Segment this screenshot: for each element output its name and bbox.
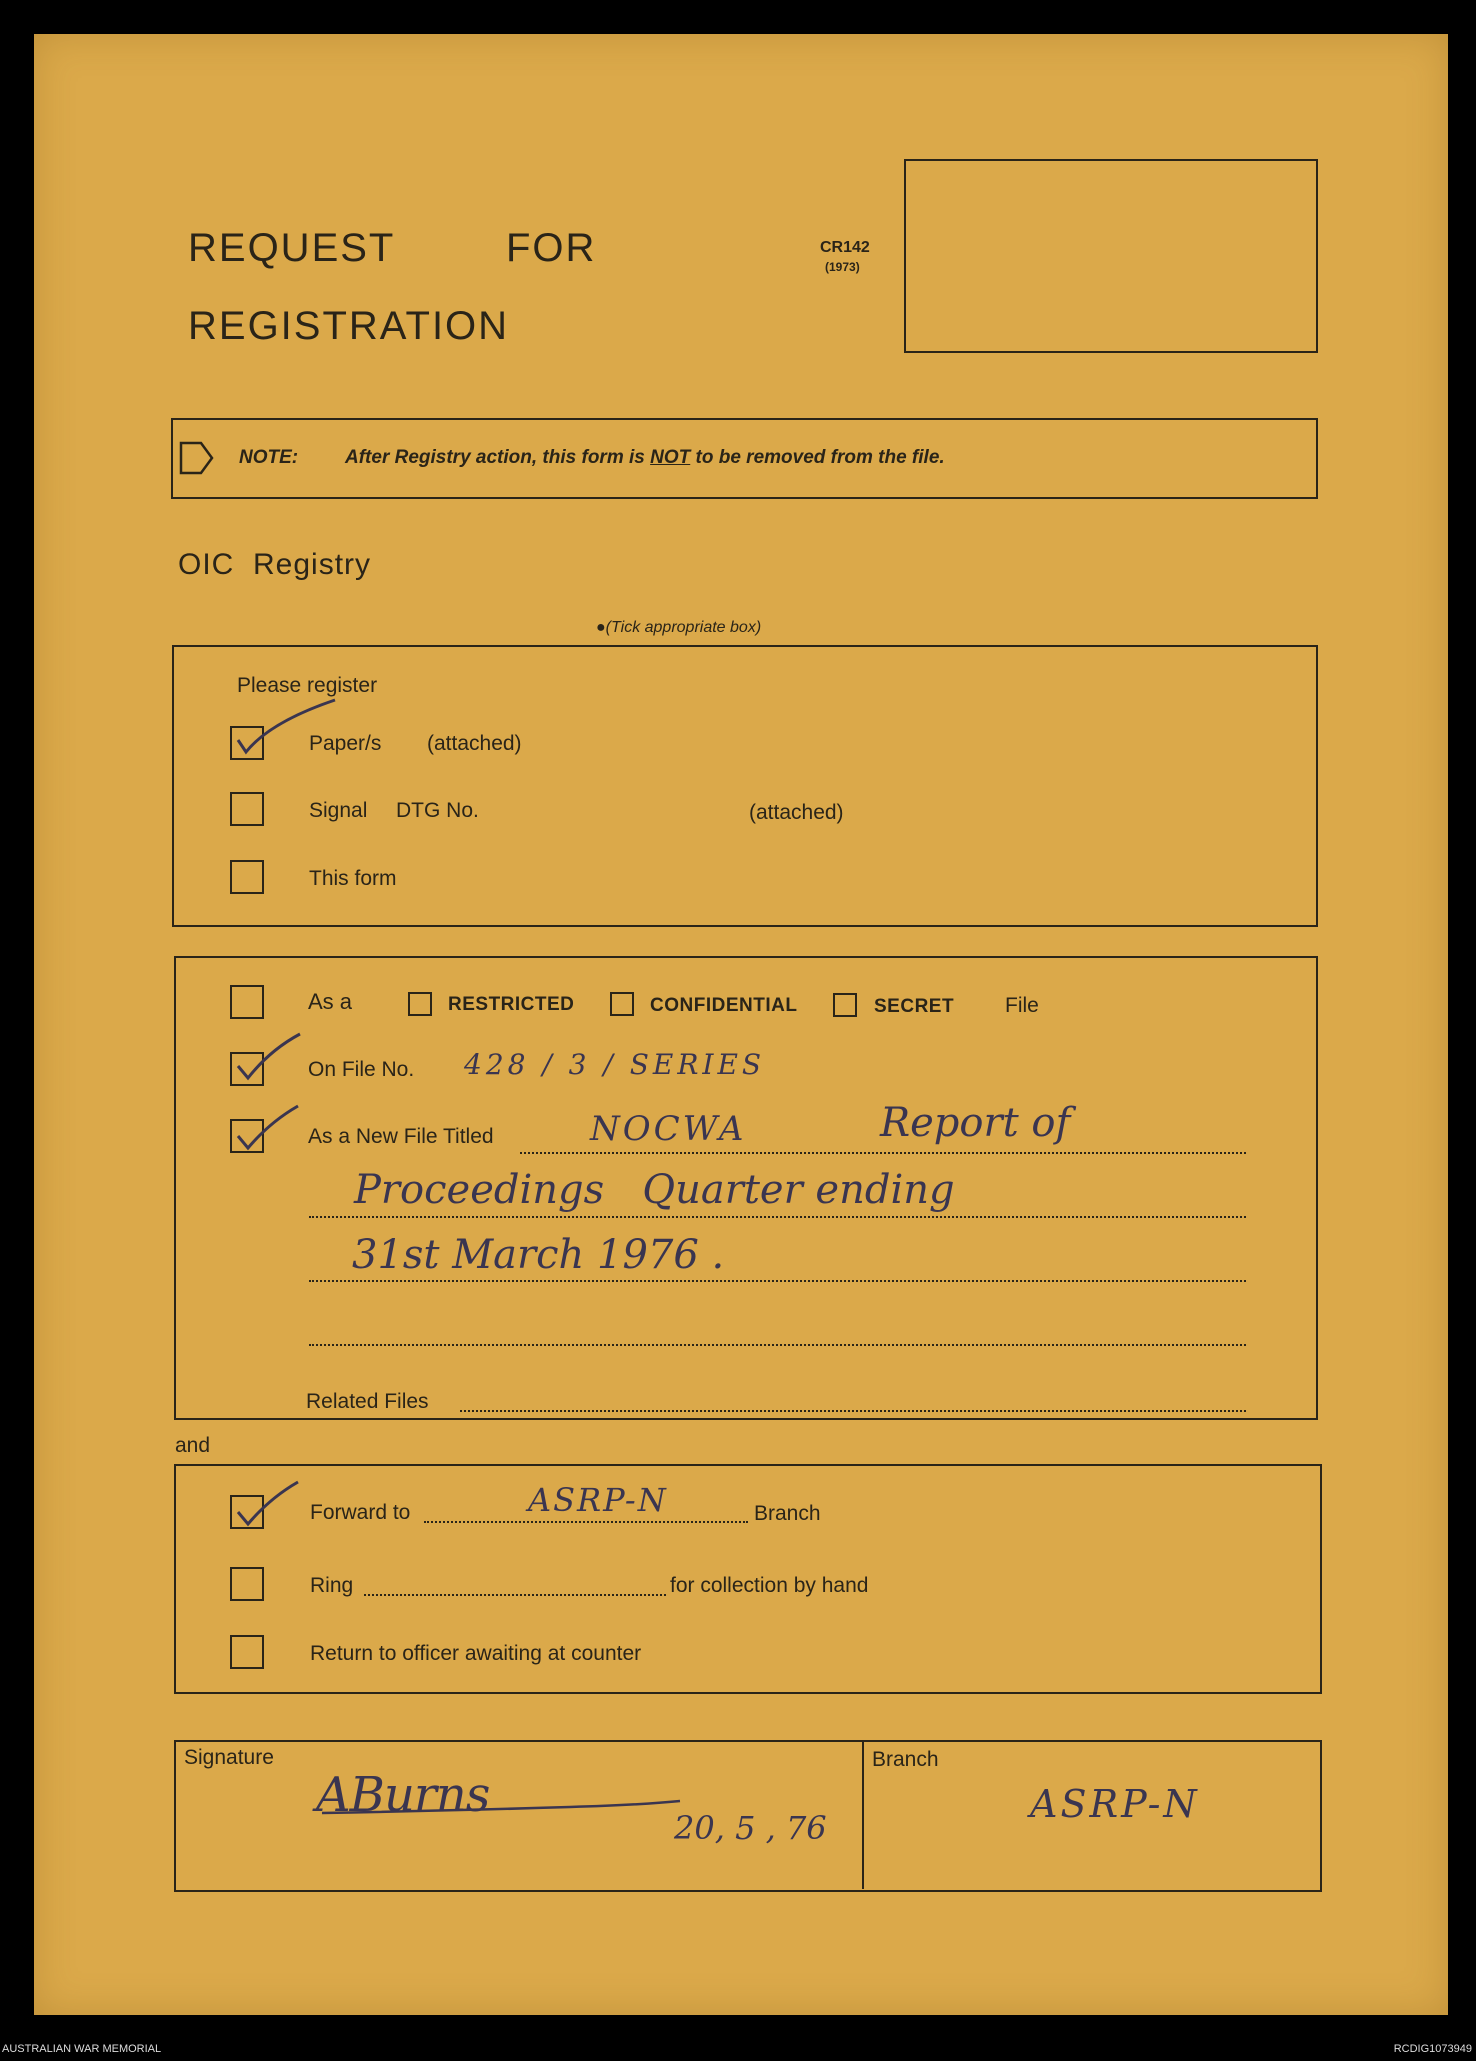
related-files-line <box>460 1410 1246 1412</box>
forward-to-label: Forward to <box>310 1501 411 1524</box>
form-code-year: (1973) <box>825 260 860 274</box>
confidential-label: CONFIDENTIAL <box>650 995 798 1016</box>
ring-line <box>364 1594 666 1596</box>
this-form-checkbox[interactable] <box>230 860 264 894</box>
ring-label: Ring <box>310 1574 354 1597</box>
signal-attached: (attached) <box>749 801 844 824</box>
title-line-4 <box>309 1344 1246 1346</box>
this-form-label: This form <box>309 867 397 890</box>
signal-checkbox[interactable] <box>230 792 264 826</box>
tick-mark-icon <box>230 1026 310 1096</box>
signature-stroke-icon <box>320 1789 690 1829</box>
footer-left: AUSTRALIAN WAR MEMORIAL <box>2 2043 162 2055</box>
signature-branch-label: Branch <box>872 1748 939 1771</box>
secret-checkbox[interactable] <box>833 993 857 1017</box>
signature-divider <box>862 1741 864 1889</box>
paper-attached: (attached) <box>427 732 522 755</box>
restricted-checkbox[interactable] <box>408 992 432 1016</box>
signature-label: Signature <box>184 1746 274 1769</box>
and-label: and <box>175 1434 211 1457</box>
on-file-label: On File No. <box>308 1058 415 1081</box>
new-file-label: As a New File Titled <box>308 1125 494 1148</box>
file-label: File <box>1005 994 1039 1017</box>
title-for: FOR <box>506 226 597 270</box>
dtg-label: DTG No. <box>396 799 479 822</box>
stamp-box <box>904 159 1318 353</box>
as-a-label: As a <box>308 989 353 1014</box>
forward-line <box>424 1521 748 1523</box>
tick-mark-icon <box>230 1468 310 1538</box>
branch-label: Branch <box>754 1502 821 1525</box>
secret-label: SECRET <box>874 996 955 1017</box>
forward-value: ASRP-N <box>528 1481 668 1519</box>
title-line-1 <box>520 1152 1246 1154</box>
oic-registry: OIC Registry <box>178 548 372 581</box>
ring-checkbox[interactable] <box>230 1567 264 1601</box>
restricted-label: RESTRICTED <box>448 994 575 1015</box>
arrow-right-icon <box>179 441 215 475</box>
title-proceedings: Proceedings Quarter ending <box>354 1167 955 1213</box>
related-files-label: Related Files <box>306 1390 429 1413</box>
collection-label: for collection by hand <box>670 1574 869 1597</box>
signal-label: Signal <box>309 799 368 822</box>
note-box <box>171 418 1318 499</box>
file-number: 428 / 3 / SERIES <box>464 1048 766 1081</box>
confidential-checkbox[interactable] <box>610 992 634 1016</box>
return-label: Return to officer awaiting at counter <box>310 1642 642 1665</box>
note-not: NOT <box>650 447 691 468</box>
form-code: CR142 <box>820 239 870 256</box>
form-paper <box>34 34 1448 2015</box>
title-date: 31st March 1976 . <box>352 1232 725 1278</box>
tick-hint: ●(Tick appropriate box) <box>596 619 762 636</box>
tick-mark-icon <box>230 1092 310 1162</box>
return-checkbox[interactable] <box>230 1635 264 1669</box>
signature-branch-value: ASRP-N <box>1030 1782 1200 1826</box>
signature-date: 20, 5 , 76 <box>674 1809 827 1847</box>
signature-handwriting: ABurns <box>316 1767 490 1823</box>
title-line-2 <box>309 1216 1246 1218</box>
paper-label: Paper/s <box>309 732 382 755</box>
footer-right: RCDIG1073949 <box>1393 2043 1472 2055</box>
title-report-of: Report of <box>880 1100 1071 1146</box>
note-label: NOTE: <box>239 447 299 468</box>
title-line-3 <box>309 1280 1246 1282</box>
please-register-label: Please register <box>237 674 378 697</box>
as-a-checkbox[interactable] <box>230 985 264 1019</box>
note-text: After Registry action, this form is NOT to be removed from the file. <box>345 447 945 468</box>
title-nocwa: NOCWA <box>590 1109 747 1149</box>
tick-mark-icon <box>230 694 350 764</box>
title-registration: REGISTRATION <box>188 304 510 348</box>
title-request: REQUEST <box>188 226 396 270</box>
